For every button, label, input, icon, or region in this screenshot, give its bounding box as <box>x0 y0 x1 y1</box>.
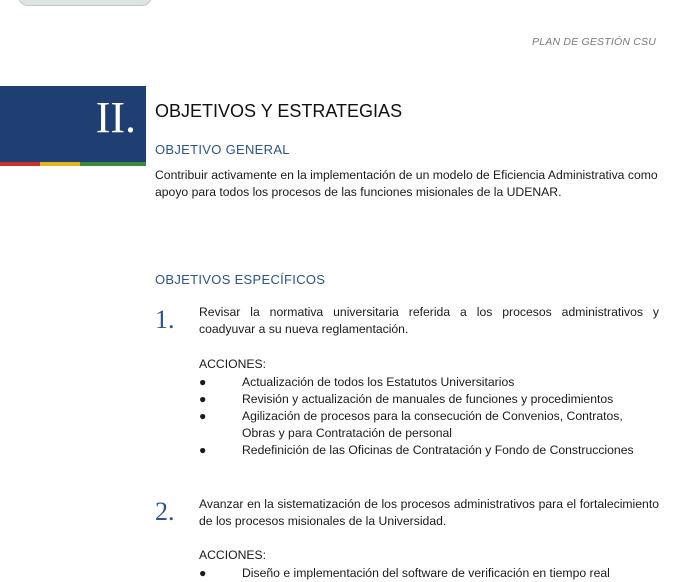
color-stripe-green <box>80 162 146 166</box>
action-text: Revisión y actualización de manuales de funciones y procedimientos <box>242 392 614 406</box>
bullet-icon: ● <box>199 375 207 389</box>
action-item <box>199 408 659 442</box>
action-item <box>199 442 659 459</box>
action-item <box>199 565 659 582</box>
actions-list-2 <box>199 565 659 582</box>
bullet-icon: ● <box>199 392 207 406</box>
bullet-icon: ● <box>199 443 207 457</box>
bullet-icon: ● <box>199 409 207 423</box>
action-text: Redefinición de las Oficinas de Contratación y Fondo de Construcciones <box>242 443 634 457</box>
action-item <box>199 391 659 408</box>
section-title: OBJETIVOS Y ESTRATEGIAS <box>155 101 403 121</box>
color-stripe-yellow <box>40 162 80 166</box>
actions-list-1 <box>199 374 659 459</box>
objective-text-1: Revisar la normativa universitaria referida a los procesos administrativos y coadyuvar a su nueva reglamentación. <box>199 305 659 336</box>
color-stripe-red <box>0 162 40 166</box>
objective-text-2: Avanzar en la sistematización de los procesos administrativos para el fortalecimiento de los procesos misionales de la Universidad. <box>199 497 659 528</box>
actions-label-1: ACCIONES: <box>199 357 267 371</box>
general-objective-text: Contribuir activamente en la implementación de un modelo de Eficiencia Administrativa como apoyo para todos los procesos de las funciones misionales de la UDENAR. <box>155 168 658 199</box>
actions-label-2: ACCIONES: <box>199 548 267 562</box>
general-objective-heading: OBJETIVO GENERAL <box>155 142 290 157</box>
top-tab-shape <box>18 0 152 6</box>
action-text: Actualización de todos los Estatutos Universitarios <box>242 375 515 389</box>
running-header: PLAN DE GESTIÓN CSU <box>532 36 656 48</box>
action-text: Agilización de procesos para la consecución de Convenios, Contratos, Obras y para Contratación de personal <box>242 409 623 440</box>
action-text: Diseño e implementación del software de verificación en tiempo real <box>242 566 610 580</box>
objective-number-2: 2. <box>155 497 175 526</box>
bullet-icon: ● <box>199 566 207 580</box>
chapter-numeral: II. <box>95 93 136 142</box>
chapter-number-block <box>0 86 146 162</box>
specific-objectives-heading: OBJETIVOS ESPECÍFICOS <box>155 272 326 287</box>
objective-number-1: 1. <box>155 305 175 334</box>
action-item <box>199 374 659 391</box>
